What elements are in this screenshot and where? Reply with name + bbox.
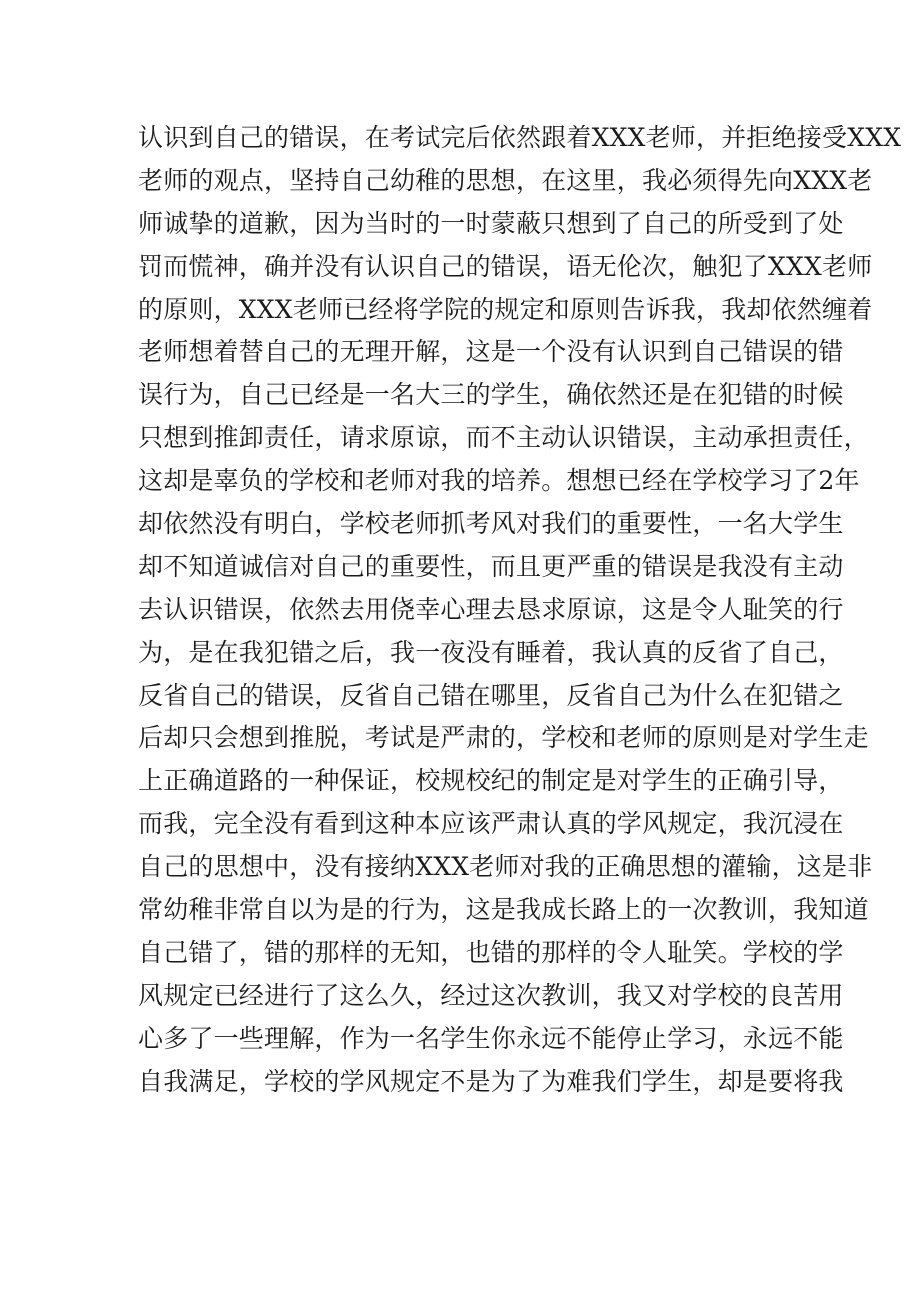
text-line: 后却只会想到推脱，考试是严肃的，学校和老师的原则是对学生走: [138, 723, 869, 753]
text-line: 认识到自己的错误，在考试完后依然跟着XXX老师，并拒绝接受XXX: [138, 123, 902, 152]
text-line: 风规定已经进行了这么久，经过这次教训，我又对学校的良苦用: [138, 980, 844, 1010]
text-line: 师诚挚的道歉，因为当时的一时蒙蔽只想到了自己的所受到了处: [138, 208, 844, 238]
text-line: 老师想着替自己的无理开解，这是一个没有认识到自己错误的错: [138, 337, 844, 367]
text-line: 却不知道诚信对自己的重要性，而且更严重的错误是我没有主动: [138, 551, 844, 581]
text-line: 反省自己的错误，反省自己错在哪里，反省自己为什么在犯错之: [138, 680, 844, 710]
text-line: 这却是辜负的学校和老师对我的培养。想想已经在学校学习了2年: [138, 466, 860, 496]
text-line: 老师的观点，坚持自己幼稚的思想，在这里，我必须得先向XXX老: [138, 165, 873, 195]
text-line: 的原则，XXX老师已经将学院的规定和原则告诉我，我却依然缠着: [138, 294, 873, 324]
text-line: 去认识错误，依然去用侥幸心理去恳求原谅，这是令人耻笑的行: [138, 594, 844, 624]
text-line: 心多了一些理解，作为一名学生你永远不能停止学习，永远不能: [138, 1023, 844, 1053]
text-line: 却依然没有明白，学校老师抓考风对我们的重要性，一名大学生: [138, 509, 844, 539]
text-line: 误行为，自己已经是一名大三的学生，确依然还是在犯错的时候: [138, 380, 844, 410]
body-text: [138, 117, 902, 1103]
text-line: 只想到推卸责任，请求原谅，而不主动认识错误，主动承担责任，: [138, 423, 869, 453]
text-line: 自我满足，学校的学风规定不是为了为难我们学生，却是要将我: [138, 1066, 844, 1096]
text-line: 自己错了，错的那样的无知，也错的那样的令人耻笑。学校的学: [138, 937, 844, 967]
text-line: 上正确道路的一种保证，校规校纪的制定是对学生的正确引导，: [138, 766, 844, 796]
text-line: 为，是在我犯错之后，我一夜没有睡着，我认真的反省了自己，: [138, 637, 844, 667]
text-line: 罚而慌神，确并没有认识自己的错误，语无伦次，触犯了XXX老师: [138, 251, 873, 281]
text-line: 而我，完全没有看到这种本应该严肃认真的学风规定，我沉浸在: [138, 809, 844, 839]
text-line: 常幼稚非常自以为是的行为，这是我成长路上的一次教训，我知道: [138, 895, 869, 925]
text-line: 自己的思想中，没有接纳XXX老师对我的正确思想的灌输，这是非: [138, 852, 873, 882]
